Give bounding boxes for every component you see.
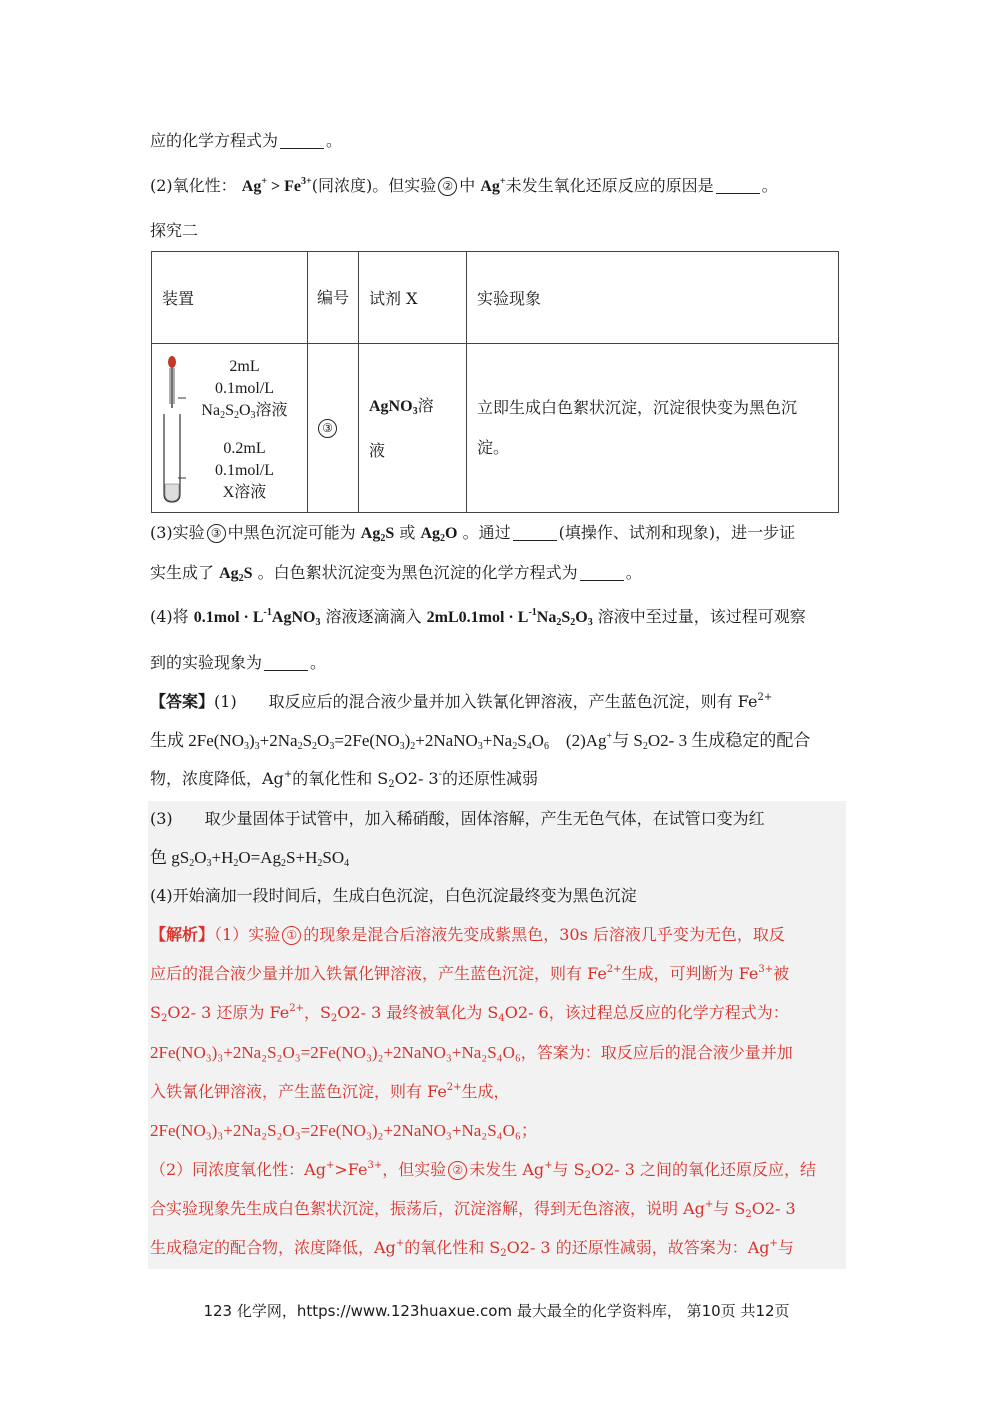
tube-label: 0.2mL 0.1mol/L X溶液 <box>214 440 275 501</box>
analysis-line-5: 入铁氰化钾溶液，产生蓝色沉淀，则有 $Fe^{2+}$生成， <box>150 1082 510 1101</box>
text: 中 <box>459 176 476 195</box>
analysis-line-6: 2Fe(NO₃)₃+2Na₂S₂O₃=2Fe(NO₃)₂+2NaNO₃+Na₂S₄O₆； <box>150 1121 538 1140</box>
text: (2)氧化性： <box>150 176 237 195</box>
experiment-table <box>151 251 839 513</box>
circled-number: ① <box>282 926 301 945</box>
question-4-line-1: (4)将 $0.1mol \cdot L^{-1}AgNO_3$ 溶液逐滴滴入 $2mL0.1mol \cdot L^{-1}Na_2S_2O_3$ 溶液中至过量，该过程可观察 <box>150 607 806 628</box>
circled-number: ③ <box>207 524 226 543</box>
text: 。 <box>761 176 778 195</box>
text: 。 <box>326 131 343 150</box>
text: 未发生氧化还原反应的原因是 <box>505 176 714 195</box>
analysis-label: 【解析】 <box>150 927 215 944</box>
answer-line-2: 生成 $2Fe(NO_3)_3+2Na_2S_2O_3=2Fe(NO_3)_2+2NaNO_3+Na_2S_4O_6$ (2)Ag+与 $S_2O2-$ 3 生成稳定的配合 <box>150 731 811 752</box>
circled-number: ② <box>448 1161 467 1180</box>
analysis-line-8: 合实验现象先生成白色絮状沉淀，振荡后，沉淀溶解，得到无色溶液，说明 Ag+与 $S_2O2-$ 3 <box>150 1199 796 1220</box>
analysis-line-9: 生成稳定的配合物，浓度降低，Ag+的氧化性和 $S_2O2-$ 3 的还原性减弱，故答案为：Ag+与 <box>150 1238 794 1259</box>
table-header-row <box>152 252 839 344</box>
header-cell: 装置 <box>152 252 308 344</box>
question-line-1 <box>150 130 342 152</box>
apparatus-cell <box>152 344 308 513</box>
answer-line-3: 物，浓度降低，Ag+的氧化性和 $S_2O2-$ 3-的还原性减弱 <box>150 769 539 790</box>
apparatus-diagram <box>152 344 307 512</box>
question-4-line-2: 到的实验现象为 。 <box>150 653 327 672</box>
analysis-line-7: （2）同浓度氧化性：$Ag^+>Fe^{3+}$，但实验 ② 未发生 Ag+与 $S_2O2-$ 3 之间的氧化还原反应，结 <box>150 1160 817 1181</box>
header-cell: 试剂 X <box>359 252 467 344</box>
circled-number: ② <box>438 177 457 196</box>
answer-blank[interactable] <box>513 525 557 541</box>
phenomenon-cell: 立即生成白色絮状沉淀，沉淀很快变为黑色沉 淀。 <box>467 344 839 513</box>
ag-ion: $Ag^+ > Fe^{3+}$ <box>241 176 312 195</box>
circled-number: ③ <box>318 419 337 438</box>
ag-ion: Ag+ <box>480 176 506 195</box>
question-line-2 <box>150 175 778 198</box>
page-footer: 123 化学网，https://www.123huaxue.com 最大最全的化学资料库， 第10页 共12页 <box>203 1302 790 1320</box>
analysis-line-1: 【解析】（1）实验 ① 的现象是混合后溶液先变成紫黑色，30s 后溶液几乎变为无色，取反 <box>150 925 785 944</box>
answer-line-5: 色 $gS_2O_3+H_2O=Ag_2S+H_2SO_4$ <box>150 848 350 869</box>
answer-line-4: (3) 取少量固体于试管中，加入稀硝酸，固体溶解，产生无色气体，在试管口变为红 <box>150 809 765 828</box>
answer-blank[interactable] <box>580 565 624 581</box>
answer-blank[interactable] <box>716 178 760 194</box>
question-3-line-1: (3)实验 ③ 中黑色沉淀可能为 $Ag_2S$ 或 $Ag_2O$ 。通过 (填操作、试剂和现象)，进一步证 <box>150 523 796 544</box>
analysis-line-3: $S_2O2-$ 3 还原为 $Fe^{2+}$，$S_2O2-$ 3 最终被氧化为 $S_4O2-$ 6，该过程总反应的化学方程式为： <box>150 1003 789 1024</box>
header-cell: 实验现象 <box>467 252 839 344</box>
text: 应的化学方程式为 <box>150 131 279 150</box>
section-title: 探究二 <box>150 221 199 240</box>
analysis-line-2: 应后的混合液少量并加入铁氰化钾溶液，产生蓝色沉淀，则有 $Fe^{2+}$生成，可判断为 $Fe^{3+}$被 <box>150 964 790 983</box>
table-row <box>152 344 839 513</box>
number-cell <box>308 344 359 513</box>
answer-label: 【答案】 <box>150 694 215 711</box>
text: (同浓度)。但实验 <box>311 176 437 195</box>
answer-line-1: 【答案】(1) 取反应后的混合液少量并加入铁氰化钾溶液，产生蓝色沉淀，则有 $Fe^{2+}$ <box>150 692 773 711</box>
answer-line-6: (4)开始滴加一段时间后，生成白色沉淀，白色沉淀最终变为黑色沉淀 <box>150 886 637 905</box>
reagent-cell: AgNO$_3$溶 液 <box>359 344 467 513</box>
analysis-line-4: 2Fe(NO₃)₃+2Na₂S₂O₃=2Fe(NO₃)₂+2NaNO₃+Na₂S₄O₆，答案为：取反应后的混合液少量并加 <box>150 1043 793 1062</box>
header-cell: 编号 <box>308 252 359 344</box>
dropper-label: 2mL 0.1mol/L $Na_2S_2O_3$溶液 <box>201 358 288 421</box>
answer-blank[interactable] <box>280 133 324 149</box>
question-3-line-2: 实生成了 $Ag_2S$ 。白色絮状沉淀变为黑色沉淀的化学方程式为 。 <box>150 563 642 584</box>
answer-blank[interactable] <box>264 655 308 671</box>
